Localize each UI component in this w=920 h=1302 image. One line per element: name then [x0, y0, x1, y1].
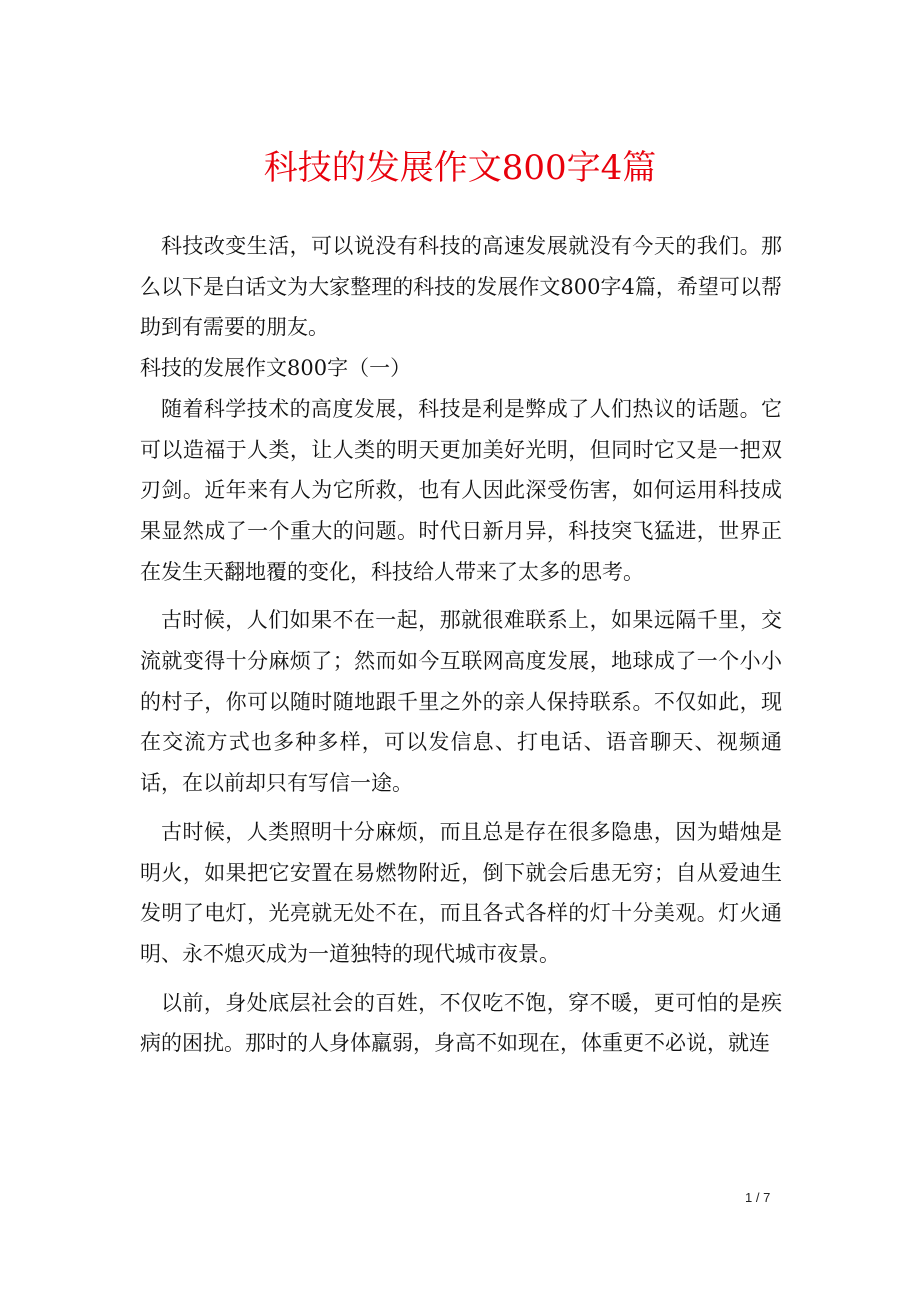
body-paragraph: 古时候，人类照明十分麻烦，而且总是存在很多隐患，因为蜡烛是明火，如果把它安置在易燃物附近，倒下就会后患无穷；自从爱迪生发明了电灯，光亮就无处不在，而且各式各样的灯十分美观。灯火通明、永不熄灭成为一道独特的现代城市夜景。 — [140, 819, 782, 966]
page-number: 1 / 7 — [745, 1190, 771, 1205]
section-heading: 科技的发展作文800字（一） — [140, 356, 412, 381]
body-paragraph: 随着科学技术的高度发展，科技是利是弊成了人们热议的话题。它可以造福于人类，让人类的明天更加美好光明，但同时它又是一把双刃剑。近年来有人为它所救，也有人因此深受伤害，如何运用科技成果显然成了一个重大的问题。时代日新月异，科技突飞猛进，世界正在发生天翻地覆的变化，科技给人带来了太多的思考。 — [140, 396, 782, 584]
body-paragraph: 以前，身处底层社会的百姓，不仅吃不饱，穿不暖，更可怕的是疾病的困扰。那时的人身体羸弱，身高不如现在，体重更不必说，就连 — [140, 990, 782, 1056]
document-body — [140, 226, 782, 1064]
body-paragraph: 古时候，人们如果不在一起，那就很难联系上，如果远隔千里，交流就变得十分麻烦了；然而如今互联网高度发展，地球成了一个小小的村子，你可以随时随地跟千里之外的亲人保持联系。不仅如此，现在交流方式也多种多样，可以发信息、打电话、语音聊天、视频通话，在以前却只有写信一途。 — [140, 608, 782, 796]
intro-paragraph: 科技改变生活，可以说没有科技的高速发展就没有今天的我们。那么以下是白话文为大家整理的科技的发展作文800字4篇，希望可以帮助到有需要的朋友。 — [140, 234, 782, 340]
document-title: 科技的发展作文800字4篇 — [263, 148, 657, 188]
